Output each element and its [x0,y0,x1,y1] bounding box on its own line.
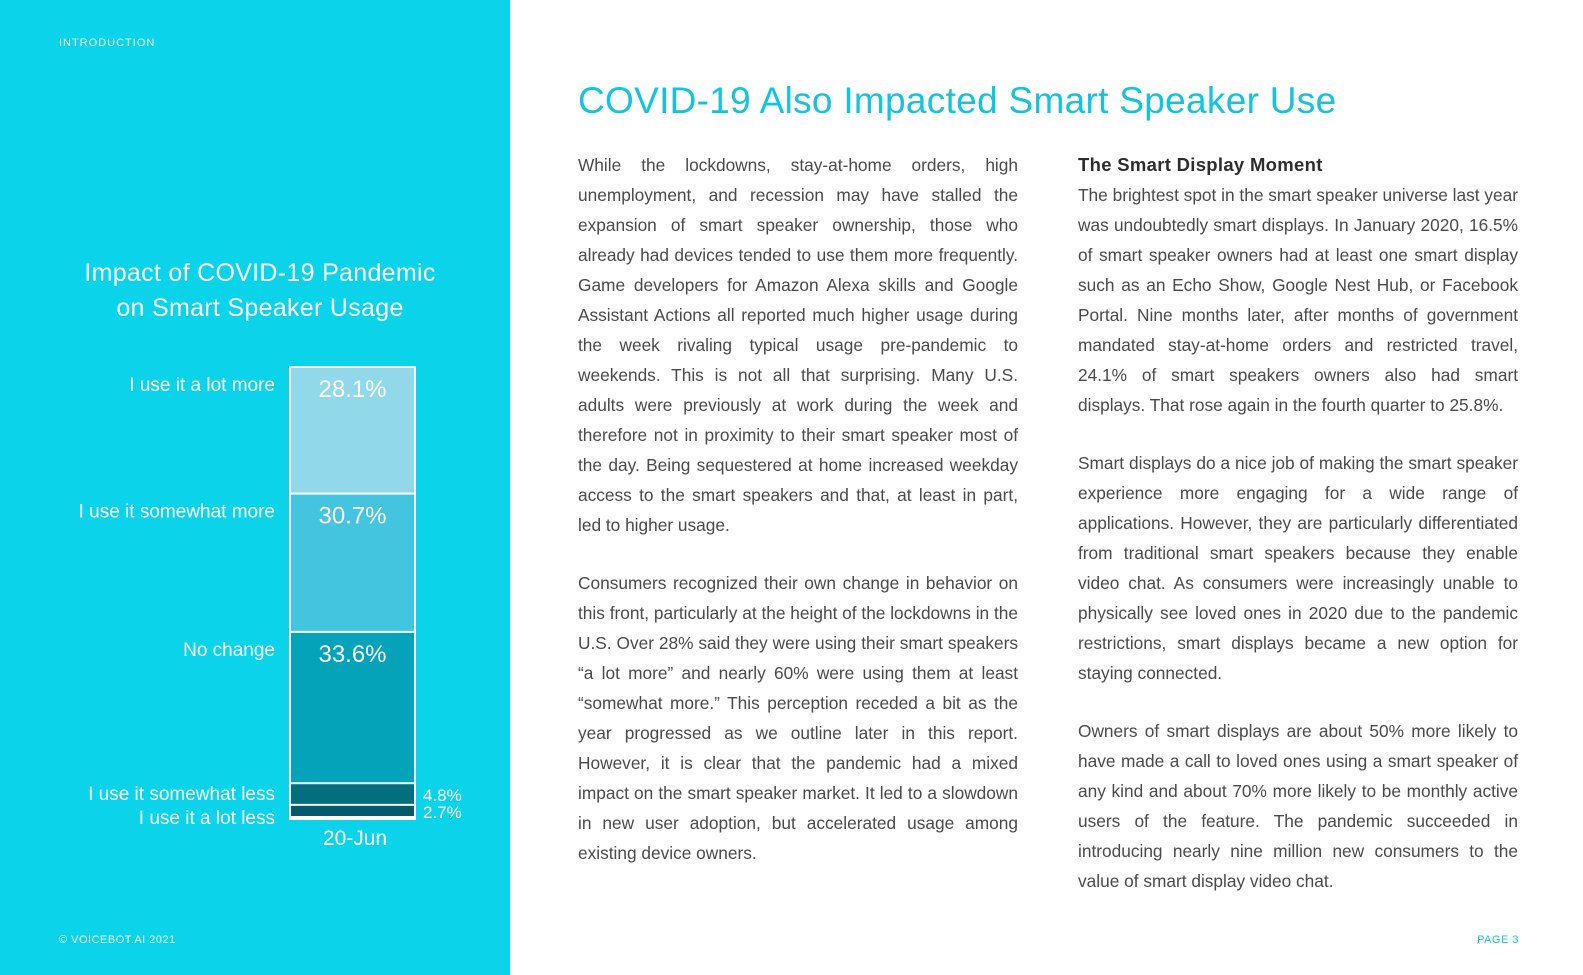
article-column-right [1078,150,1518,924]
usage-stacked-bar-chart [0,0,510,975]
data-label-i-use-it-a-lot-less: 2.7% [423,802,462,822]
chart-title-line-1: Impact of COVID-19 Pandemic [84,259,436,287]
category-label-20-jun: 20-Jun [322,827,388,850]
paragraph: While the lockdowns, stay-at-home orders, high unemployment, and recession may have stalled the expansion of smart speaker ownership, those who already had devices tended to use them more frequently. Game developers for Amazon Alexa skills and Google Assistant Actions all reported much higher usage during the week rivaling typical usage pre-pandemic to weekends. This is not all that surprising. Many U.S. adults were previously at work during the week and therefore not in proximity to their smart speaker most of the day. Being sequestered at home increased weekday access to the smart speakers and that, at least in part, led to higher usage. [578,155,1018,535]
chart-title-line-2: on Smart Speaker Usage [116,294,404,322]
article-column-left [578,150,1018,896]
data-label-i-use-it-a-lot-more: 28.1% [318,376,387,403]
bar-segment-i-use-it-somewhat-less [291,784,414,804]
section-heading: The Smart Display Moment [1078,154,1323,175]
section-label: INTRODUCTION [59,37,156,49]
legend-label-i-use-it-a-lot-more: I use it a lot more [129,375,275,396]
copyright: © VOICEBOT.AI 2021 [59,934,176,946]
page-number: PAGE 3 [1477,934,1519,946]
paragraph: The brightest spot in the smart speaker universe last year was undoubtedly smart displays. In January 2020, 16.5% of smart speaker owners had at least one smart display such as an Echo Show, Google Nest Hub, or Facebook Portal. Nine months later, after months of government mandated stay-at-home orders and restricted travel, 24.1% of smart speakers owners also had smart displays. That rose again in the fourth quarter to 25.8%. [1078,185,1518,415]
data-label-i-use-it-somewhat-less: 4.8% [423,786,462,806]
sidebar-panel [0,0,510,975]
paragraph: Owners of smart displays are about 50% more likely to have made a call to loved ones using a smart speaker of any kind and about 70% more likely to be monthly active users of the feature. The pandemic succeeded in introducing nearly nine million new consumers to the value of smart display video chat. [1078,721,1518,891]
legend-label-i-use-it-somewhat-more: I use it somewhat more [78,501,275,523]
data-label-no-change: 33.6% [318,640,387,668]
legend-label-i-use-it-somewhat-less: I use it somewhat less [88,784,275,806]
paragraph: Smart displays do a nice job of making the smart speaker experience more engaging for a wide range of applications. However, they are particularly differentiated from traditional smart speakers because they enable video chat. As consumers were increasingly unable to physically see loved ones in 2020 due to the pandemic restrictions, smart displays became a new option for staying connected. [1078,453,1518,683]
legend-label-i-use-it-a-lot-less: I use it a lot less [138,807,275,829]
bar-segment-i-use-it-a-lot-less [291,806,414,816]
legend-label-no-change: No change [183,639,275,661]
page-title: COVID-19 Also Impacted Smart Speaker Use [578,80,1337,121]
paragraph: Consumers recognized their own change in behavior on this front, particularly at the height of the lockdowns in the U.S. Over 28% said they were using their smart speakers “a lot more” and nearly 60% were using them at least “somewhat more.” This perception receded a bit as the year progressed as we outline later in this report. However, it is clear that the pandemic had a mixed impact on the smart speaker market. It led to a slowdown in new user adoption, but accelerated usage among existing device owners. [578,573,1018,863]
data-label-i-use-it-somewhat-more: 30.7% [318,502,387,530]
